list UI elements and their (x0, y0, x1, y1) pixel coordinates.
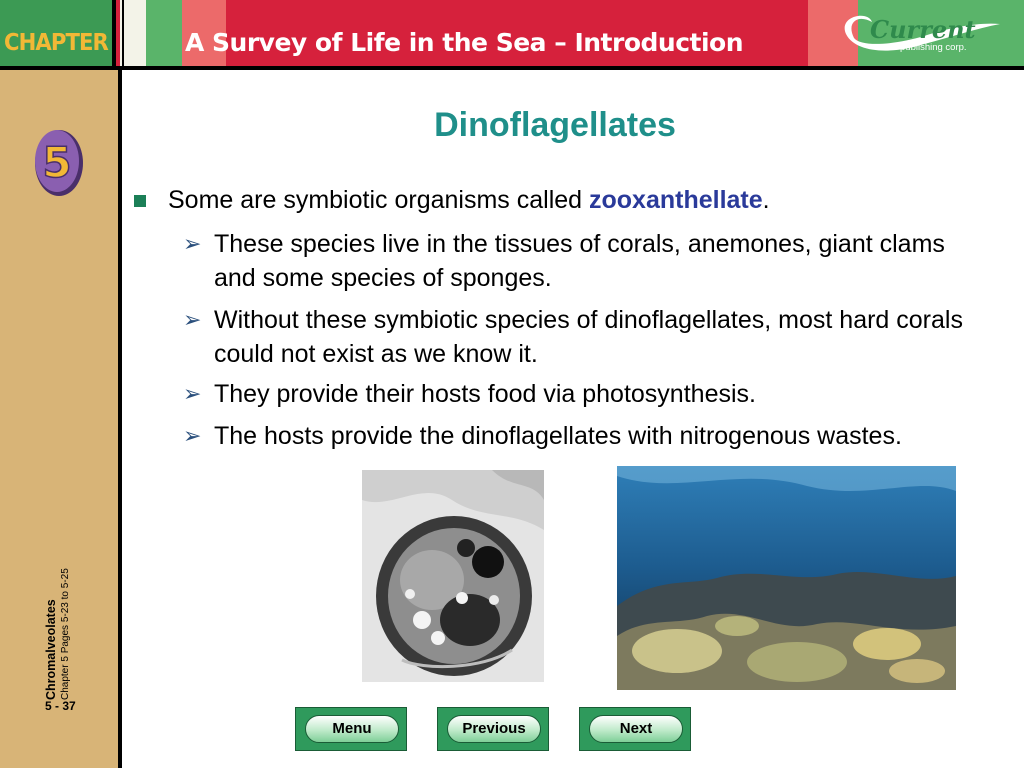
coral-reef-photo-image (617, 466, 956, 690)
arrow-bullet-icon: ➢ (183, 231, 202, 256)
arrow-bullet-icon: ➢ (183, 307, 202, 332)
sidebar-section-title: Chromalveolates (44, 599, 58, 700)
dinoflagellate-micrograph-image (362, 470, 544, 682)
chapter-number: 5 (42, 138, 72, 187)
sidebar-rule (118, 70, 122, 768)
next-button-label: Next (589, 715, 683, 743)
arrow-bullet-icon: ➢ (183, 423, 202, 448)
square-bullet-icon (134, 195, 146, 207)
sub-bullet-text: Without these symbiotic species of dinoflagellates, most hard corals could not exist as we know it. (214, 306, 963, 368)
menu-button-label: Menu (305, 715, 399, 743)
next-button[interactable] (579, 707, 691, 751)
previous-button[interactable] (437, 707, 549, 751)
menu-button[interactable] (295, 707, 407, 751)
sub-bullet-text: The hosts provide the dinoflagellates with nitrogenous wastes. (214, 422, 902, 450)
header-title: A Survey of Life in the Sea – Introduction (185, 28, 744, 57)
chapter-label: CHAPTER (4, 30, 108, 56)
chapter-number-badge (33, 128, 85, 198)
arrow-bullet-icon: ➢ (183, 381, 202, 406)
header-stripe (146, 0, 182, 66)
previous-button-label: Previous (447, 715, 541, 743)
sub-bullet-text: They provide their hosts food via photosynthesis. (214, 380, 756, 408)
logo-subtext: publishing corp. (900, 42, 967, 53)
sidebar-section-pages: Chapter 5 Pages 5-23 to 5-25 (60, 568, 71, 700)
page-number: 5 - 37 (45, 699, 76, 713)
main-bullet (168, 186, 770, 215)
main-bullet-suffix: . (762, 186, 770, 214)
keyword-zooxanthellate: zooxanthellate (589, 186, 763, 214)
header-rule (0, 66, 1024, 70)
chapter-divider (112, 0, 116, 70)
chapter-divider-thin (122, 0, 124, 66)
sub-bullet-text: These species live in the tissues of corals, anemones, giant clams and some species of sponges. (214, 230, 945, 292)
slide-title: Dinoflagellates (434, 106, 676, 144)
sidebar-vertical-text (44, 568, 71, 700)
main-bullet-text: Some are symbiotic organisms called (168, 186, 589, 214)
logo-text: Current (870, 15, 976, 44)
